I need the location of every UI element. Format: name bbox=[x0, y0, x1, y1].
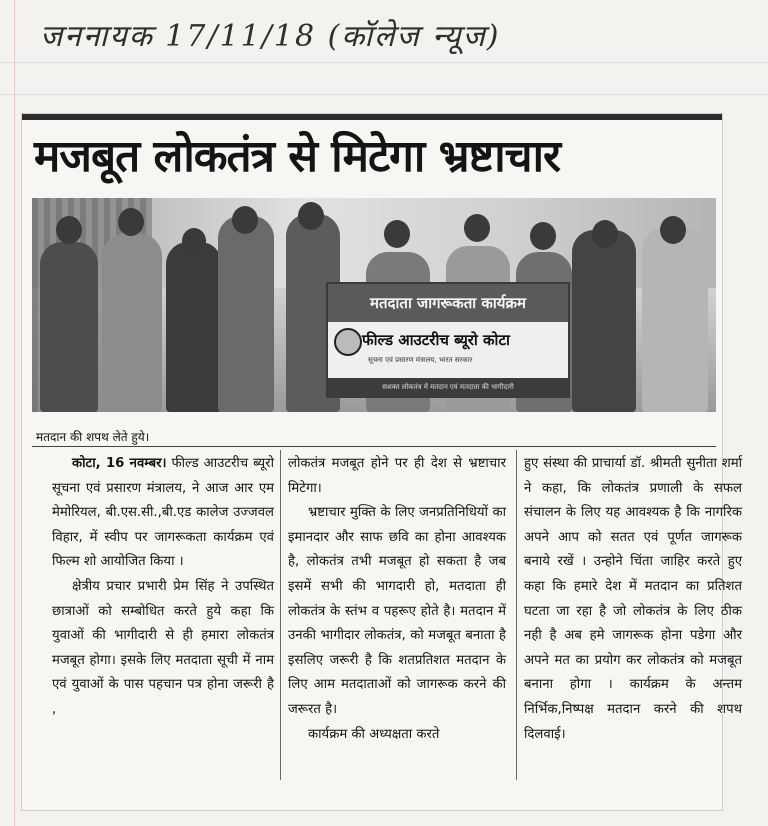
person-head bbox=[660, 216, 686, 244]
person-head bbox=[530, 222, 556, 250]
handwritten-source-note: जननायक 17/11/18 (कॉलेज न्यूज) bbox=[40, 19, 501, 54]
person-figure bbox=[102, 234, 162, 412]
banner-organisation: फील्ड आउटरीच ब्यूरो कोटा bbox=[362, 331, 510, 349]
article-paragraph: लोकतंत्र मजबूत होने पर ही देश से भ्रष्टाचार मिटेगा। bbox=[288, 456, 506, 496]
person-head bbox=[182, 228, 206, 254]
article-paragraph: भ्रष्टाचार मुक्ति के लिए जनप्रतिनिधियों का इमानदार और साफ छवि का होना आवश्यक है, लोकतंत्र तभी मजबूत हो सकता है जब इसमें सभी की भागदारी हो, मतदाता ही लोकतंत्र के स्तंभ व पहरूए होते है। मतदान में उनकी भागीदार लोकतंत्र, को मजबूत बनाता है इसलिए जरूरी है कि शतप्रतिशत मतदान के लिए आम मतदाताओं को जागरूक करने की जरूरत है। bbox=[288, 505, 506, 717]
article-paragraph: कार्यक्रम की अध्यक्षता करते bbox=[308, 726, 440, 742]
article-paragraph: क्षेत्रीय प्रचार प्रभारी प्रेम सिंह ने उपस्थित छात्राओं को सम्बोधित करते हुये कहा कि युवाओं की भागीदारी से ही हमारा लोकतंत्र मजबूत होगा। इसके लिए मतदाता सूची में नाम एवं युवाओं के पास पहचान पत्र होना जरूरी है , bbox=[52, 578, 274, 717]
person-head bbox=[384, 220, 410, 248]
article-dateline: कोटा, 16 नवम्बर। bbox=[72, 456, 167, 471]
column-divider bbox=[280, 450, 281, 780]
article-headline: मजबूत लोकतंत्र से मिटेगा भ्रष्टाचार bbox=[34, 131, 560, 182]
article-text: फील्ड आउटरीच ब्यूरो सूचना एवं प्रसारण मंत्रालय, ने आज आर एम मेमोरियल, बी.एस.सी.,बी.एड कालेज उज्जवल विहार, में स्वीप पर जागरूकता कार्यक्रम एवं फिल्म शो आयोजित किया । bbox=[52, 456, 274, 570]
person-head bbox=[232, 206, 258, 234]
event-banner bbox=[326, 282, 570, 398]
clipping-top-edge bbox=[22, 114, 722, 120]
person-figure bbox=[166, 242, 222, 412]
article-column-1 bbox=[52, 452, 274, 723]
person-head bbox=[298, 202, 324, 230]
article-column-3 bbox=[524, 452, 742, 747]
person-figure bbox=[218, 216, 274, 412]
person-figure bbox=[642, 228, 708, 412]
person-head bbox=[592, 220, 618, 248]
person-head bbox=[118, 208, 144, 236]
notebook-margin-line bbox=[14, 0, 15, 826]
person-figure bbox=[40, 242, 98, 412]
person-head bbox=[56, 216, 82, 244]
person-figure bbox=[572, 230, 636, 412]
notebook-rule bbox=[0, 62, 768, 63]
photo-caption: मतदान की शपथ लेते हुये। bbox=[36, 430, 150, 444]
banner-title: मतदाता जागरूकता कार्यक्रम bbox=[328, 284, 568, 322]
person-head bbox=[464, 214, 490, 242]
banner-subtitle: सूचना एवं प्रसारण मंत्रालय, भारत सरकार bbox=[368, 356, 473, 364]
notebook-rule bbox=[0, 94, 768, 95]
column-divider bbox=[516, 450, 517, 780]
article-column-2 bbox=[288, 452, 506, 747]
caption-divider bbox=[32, 446, 716, 447]
banner-footer: सशक्त लोकतंत्र में मतदान एवं मतदाता की भागीदारी bbox=[328, 378, 568, 396]
emblem-icon bbox=[334, 328, 362, 356]
article-paragraph: हुए संस्था की प्राचार्या डॉ. श्रीमती सुनीता शर्मा ने कहा, कि लोकतंत्र प्रणाली के सफल संचालन के लिए यह आवश्यक है कि नागरिक अपने आप को सतत एवं पूर्णत जागरूक बनाये रखें । उन्होने चिंता जाहिर करते हुए कहा कि हमारे देश में मतदान का प्रतिशत घटता जा रहा है जो लोकतंत्र के लिए ठीक नही है अब हमे जागरूक होना पडेगा और अपने मत का प्रयोग कर लोकतंत्र को मजबूत बनाना होगा । कार्यक्रम के अन्तम निर्भिक,निष्पक्ष मतदान करने की शपथ दिलवाई। bbox=[524, 456, 742, 742]
article-paragraph bbox=[52, 452, 274, 575]
